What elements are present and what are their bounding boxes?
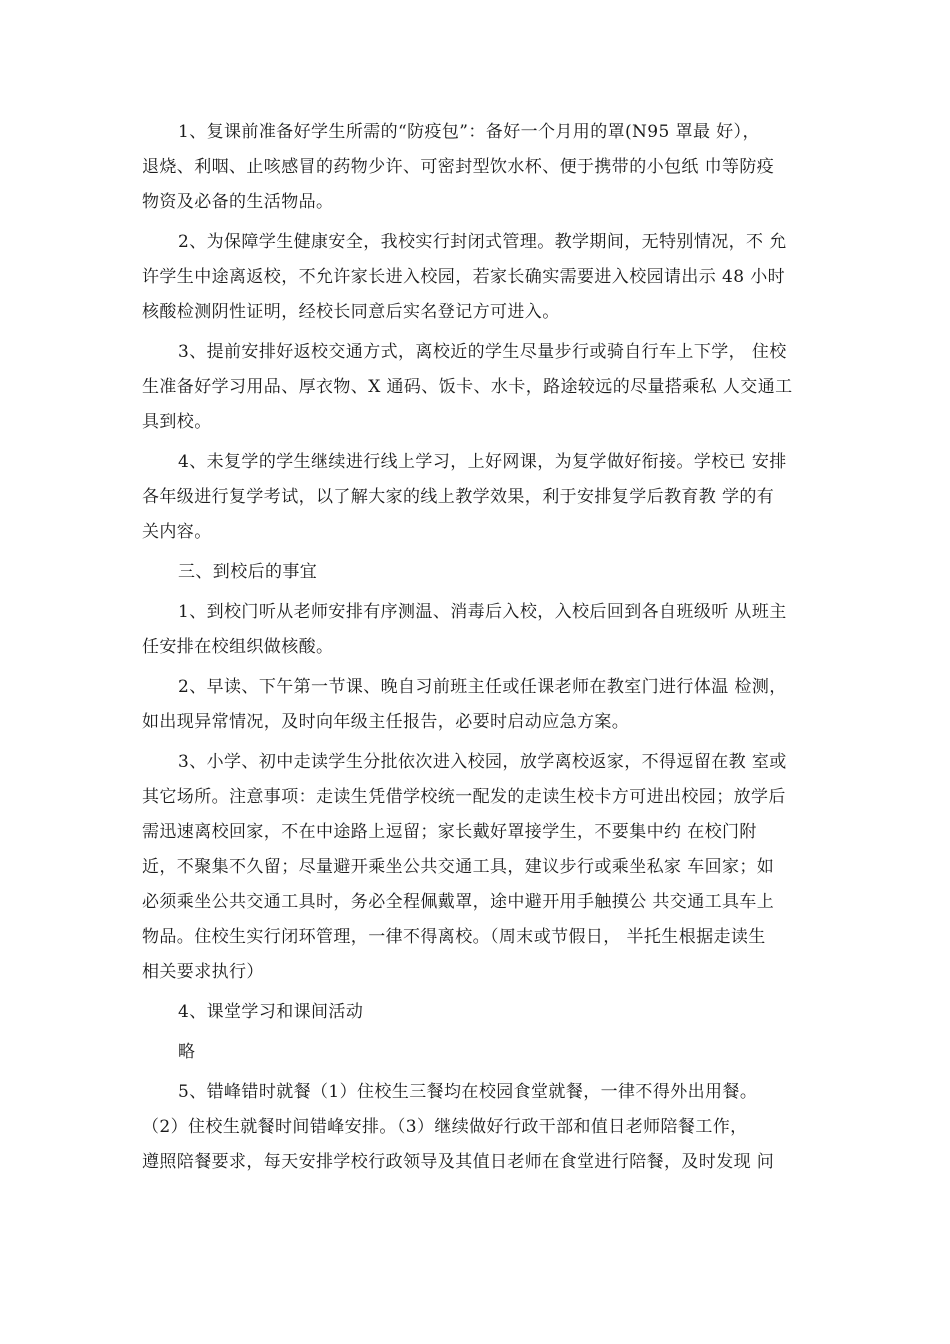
text-line: 核酸检测阴性证明，经校长同意后实名登记方可进入。 [142,302,560,322]
text-line: 1、到校门听从老师安排有序测温、消毒后入校，入校后回到各自班级听 从班主 [178,602,787,622]
text-line: 其它场所。注意事项：走读生凭借学校统一配发的走读生校卡方可进出校园；放学后 [142,787,786,807]
text-line: 遵照陪餐要求，每天安排学校行政领导及其值日老师在食堂进行陪餐，及时发现 问 [142,1152,775,1172]
text-line: 近，不聚集不久留；尽量避开乘坐公共交通工具，建议步行或乘坐私家 车回家；如 [142,857,775,877]
text-line: 2、为保障学生健康安全，我校实行封闭式管理。教学期间，无特别情况，不 允 [178,232,787,252]
text-line: 具到校。 [142,412,212,432]
text-line: 相关要求执行） [142,962,264,982]
text-line: 退烧、利咽、止咳感冒的药物少许、可密封型饮水杯、便于携带的小包纸 巾等防疫 [142,157,775,177]
text-line: 略 [178,1042,196,1062]
text-line: 4、课堂学习和课间活动 [178,1002,364,1022]
text-line: 各年级进行复学考试，以了解大家的线上教学效果，利于安排复学后教育教 学的有 [142,487,775,507]
text-line: 许学生中途离返校，不允许家长进入校园，若家长确实需要进入校园请出示 48 小时 [142,267,786,287]
text-line: 生准备好学习用品、厚衣物、X 通码、饭卡、水卡，路途较远的尽量搭乘私 人交通工 [142,377,793,397]
text-line: 物品。住校生实行闭环管理，一律不得离校。（周末或节假日， 半托生根据走读生 [142,927,766,947]
text-line: 3、提前安排好返校交通方式，离校近的学生尽量步行或骑自行车上下学， 住校 [178,342,787,362]
text-line: 关内容。 [142,522,212,542]
text-line: 2、早读、下午第一节课、晚自习前班主任或任课老师在教室门进行体温 检测， [178,677,787,697]
text-line: 3、小学、初中走读学生分批依次进入校园，放学离校返家，不得逗留在教 室或 [178,752,787,772]
text-line: 物资及必备的生活物品。 [142,192,334,212]
text-line: （2）住校生就餐时间错峰安排。（3）继续做好行政干部和值日老师陪餐工作， [142,1117,748,1137]
text-line: 5、错峰错时就餐（1）住校生三餐均在校园食堂就餐，一律不得外出用餐。 [178,1082,758,1102]
text-line: 如出现异常情况，及时向年级主任报告，必要时启动应急方案。 [142,712,630,732]
text-line: 1、复课前准备好学生所需的“防疫包”：备好一个月用的罩(N95 罩最 好）， [178,122,760,142]
text-line: 需迅速离校回家，不在中途路上逗留；家长戴好罩接学生，不要集中约 在校门附 [142,822,757,842]
text-line: 4、未复学的学生继续进行线上学习，上好网课，为复学做好衔接。学校已 安排 [178,452,787,472]
text-line: 任安排在校组织做核酸。 [142,637,334,657]
text-line: 必须乘坐公共交通工具时，务必全程佩戴罩，途中避开用手触摸公 共交通工具车上 [142,892,775,912]
section-heading: 三、到校后的事宜 [178,562,318,582]
